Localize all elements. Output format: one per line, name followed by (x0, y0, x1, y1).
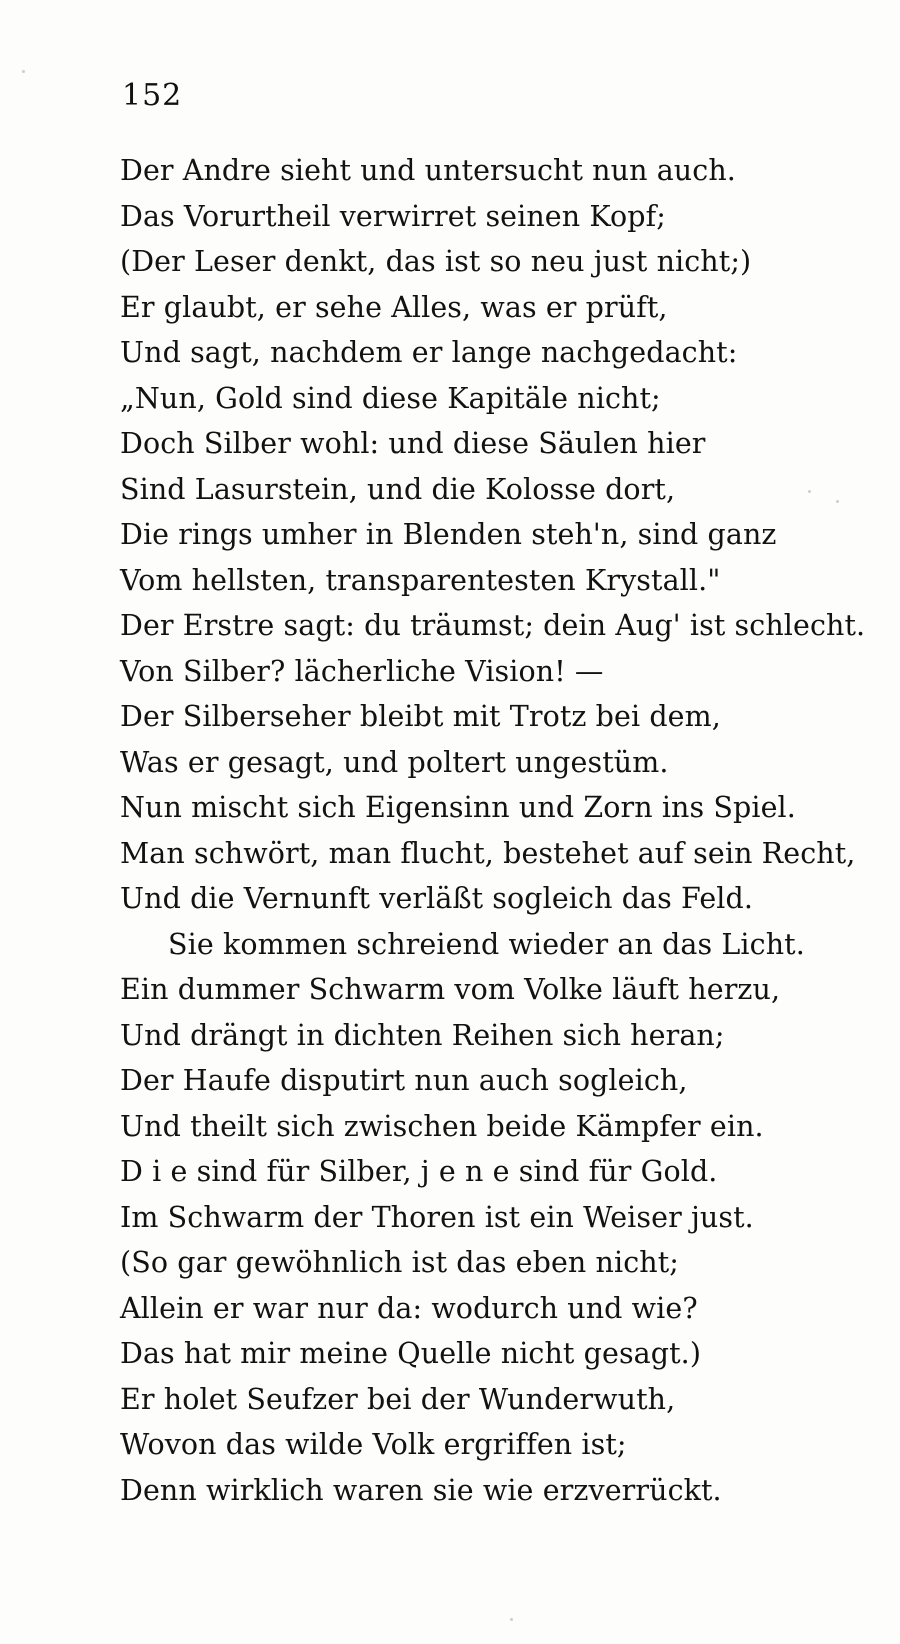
poem-line: D i e sind für Silber, j e n e sind für Gold. (120, 1155, 718, 1188)
poem-line: (Der Leser denkt, das ist so neu just nicht;) (120, 245, 752, 278)
poem-line: Doch Silber wohl: und diese Säulen hier (120, 427, 706, 460)
paper-speck (836, 500, 839, 503)
poem-line: Sie kommen schreiend wieder an das Licht. (168, 927, 805, 961)
poem-line: Was er gesagt, und poltert ungestüm. (120, 745, 669, 779)
poem-line: Die rings umher in Blenden steh'n, sind ganz (120, 518, 777, 551)
poem-line: Vom hellsten, transparentesten Krystall." (120, 563, 721, 597)
paper-speck (808, 490, 811, 493)
poem-line: Und die Vernunft verläßt sogleich das Feld. (120, 882, 754, 915)
paper-speck (22, 70, 25, 73)
poem-line: Und theilt sich zwischen beide Kämpfer ein. (120, 1109, 764, 1143)
poem-line: Und sagt, nachdem er lange nachgedacht: (120, 336, 738, 369)
page-number: 152 (122, 78, 183, 113)
poem-line: „Nun, Gold sind diese Kapitäle nicht; (120, 381, 661, 415)
poem-line: Er glaubt, er sehe Alles, was er prüft, (120, 290, 668, 324)
poem-line: Ein dummer Schwarm vom Volke läuft herzu, (120, 973, 781, 1006)
poem-line: Der Andre sieht und untersucht nun auch. (120, 154, 736, 187)
poem-line: Das hat mir meine Quelle nicht gesagt.) (120, 1337, 702, 1370)
poem-line: Man schwört, man flucht, bestehet auf sein Recht, (120, 836, 856, 870)
poem-line: Und drängt in dichten Reihen sich heran; (120, 1018, 725, 1052)
poem-line: Von Silber? lächerliche Vision! — (120, 654, 604, 688)
poem-line: Er holet Seufzer bei der Wunderwuth, (120, 1382, 676, 1416)
poem-line: Der Haufe disputirt nun auch sogleich, (120, 1064, 688, 1097)
poem-line: Das Vorurtheil verwirret seinen Kopf; (120, 199, 666, 233)
poem-line: Im Schwarm der Thoren ist ein Weiser just. (120, 1200, 754, 1234)
poem-line: Denn wirklich waren sie wie erzverrückt. (120, 1473, 722, 1507)
poem-line: Der Silberseher bleibt mit Trotz bei dem, (120, 700, 721, 733)
poem-line: Allein er war nur da: wodurch und wie? (120, 1291, 698, 1325)
poem-line: Wovon das wilde Volk ergriffen ist; (120, 1428, 627, 1461)
poem-line: Nun mischt sich Eigensinn und Zorn ins Spiel. (120, 791, 796, 824)
poem-line: Sind Lasurstein, und die Kolosse dort, (120, 472, 676, 506)
poem-text (120, 148, 866, 1513)
poem-line: (So gar gewöhnlich ist das eben nicht; (120, 1246, 679, 1279)
paper-speck (510, 1618, 513, 1621)
poem-line: Der Erstre sagt: du träumst; dein Aug' ist schlecht. (120, 609, 866, 642)
